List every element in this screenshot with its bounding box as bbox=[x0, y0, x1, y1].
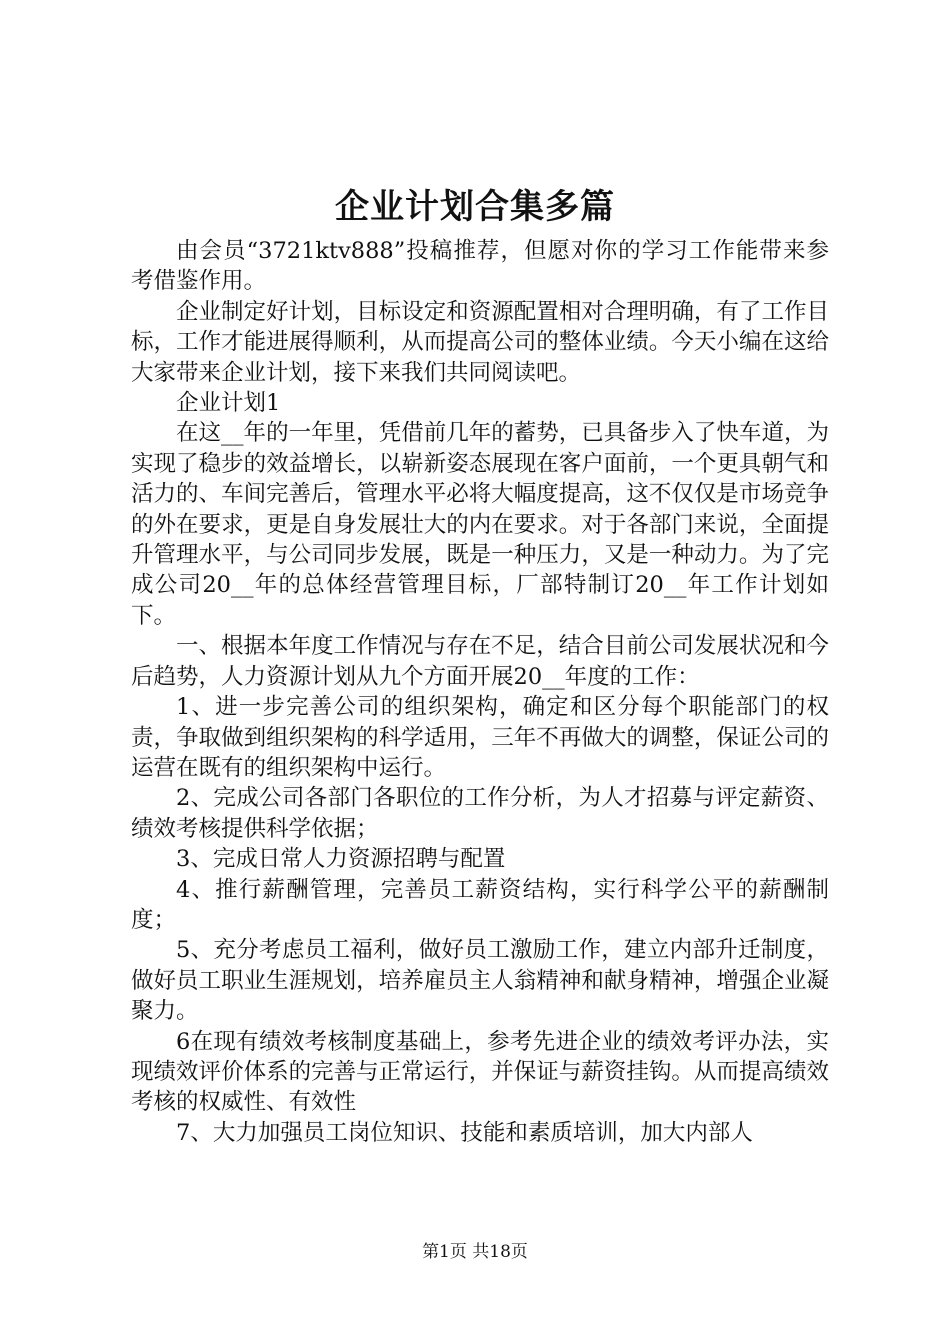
paragraph-summary: 企业制定好计划，目标设定和资源配置相对合理明确，有了工作目标，工作才能进展得顺利，从而提高公司的整体业绩。今天小编在这给大家带来企业计划，接下来我们共同阅读吧。 bbox=[131, 298, 829, 386]
list-item: 4、推行薪酬管理，完善员工薪资结构，实行科学公平的薪酬制度； bbox=[131, 876, 829, 933]
list-item: 2、完成公司各部门各职位的工作分析，为人才招募与评定薪资、绩效考核提供科学依据； bbox=[131, 785, 829, 842]
list-item: 7、大力加强员工岗位知识、技能和素质培训，加大内部人 bbox=[176, 1119, 753, 1146]
page-number-footer: 第1页 共18页 bbox=[422, 1242, 528, 1262]
paragraph-background: 在这__年的一年里，凭借前几年的蓄势，已具备步入了快车道，为实现了稳步的效益增长，以崭新姿态展现在客户面前，一个更具朝气和活力的、车间完善后，管理水平必将大幅度提高，这不仅仅是市场竞争的外在要求，更是自身发展壮大的内在要求。对于各部门来说，全面提升管理水平，与公司同步发展，既是一种压力，又是一种动力。为了完成公司20__年的总体经营管理目标，厂部特制订20__年工作计划如下。 bbox=[131, 420, 829, 629]
paragraph-overview: 一、根据本年度工作情况与存在不足，结合目前公司发展状况和今后趋势，人力资源计划从九个方面开展20__年度的工作： bbox=[131, 633, 829, 690]
section-heading: 企业计划1 bbox=[176, 390, 281, 417]
document-body bbox=[131, 236, 829, 1148]
list-item: 1、进一步完善公司的组织架构，确定和区分每个职能部门的权责，争取做到组织架构的科学适用，三年不再做大的调整，保证公司的运营在既有的组织架构中运行。 bbox=[131, 694, 829, 781]
list-item: 6在现有绩效考核制度基础上，参考先进企业的绩效考评办法，实现绩效评价体系的完善与正常运行，并保证与薪资挂钩。从而提高绩效考核的权威性、有效性 bbox=[131, 1028, 829, 1116]
paragraph-intro: 由会员“3721ktv888”投稿推荐，但愿对你的学习工作能带来参考借鉴作用。 bbox=[131, 238, 829, 295]
list-item: 3、完成日常人力资源招聘与配置 bbox=[176, 846, 506, 873]
document-title: 企业计划合集多篇 bbox=[335, 187, 615, 227]
list-item: 5、充分考虑员工福利，做好员工激励工作，建立内部升迁制度，做好员工职业生涯规划，培养雇员主人翁精神和献身精神，增强企业凝聚力。 bbox=[131, 937, 829, 1025]
